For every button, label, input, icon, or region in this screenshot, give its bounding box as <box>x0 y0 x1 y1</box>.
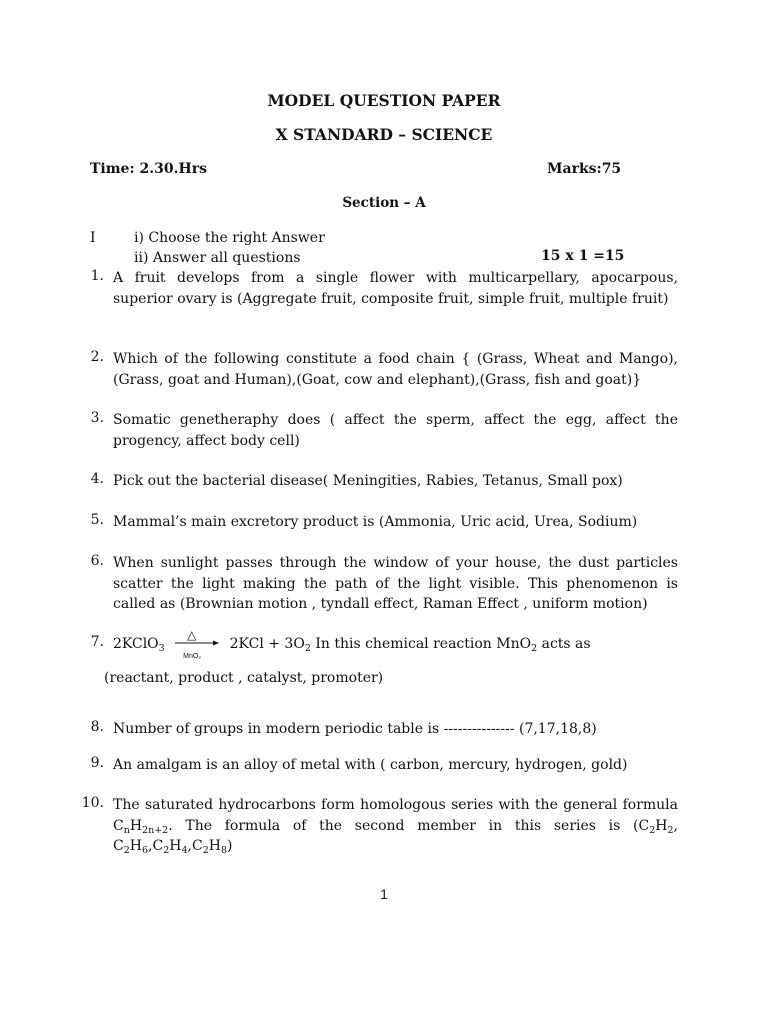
question-number: 3. <box>90 410 104 426</box>
instruction-line-2: ii) Answer all questions <box>134 250 301 266</box>
paper-title: MODEL QUESTION PAPER <box>267 91 501 110</box>
time-label: Time: 2.30.Hrs <box>90 161 207 177</box>
question-text: Number of groups in modern periodic table is --------------- (7,17,18,8) <box>113 721 597 737</box>
products-subscript: 2 <box>304 643 311 654</box>
question-number: 4. <box>90 471 104 487</box>
question-text: Somatic genetheraphy does ( affect the sperm, affect the egg, affect the progency, affect body cell) <box>113 412 678 449</box>
scoring-scheme: 15 x 1 =15 <box>541 248 625 264</box>
question-options: (reactant, product , catalyst, promoter) <box>104 670 384 686</box>
question-number: 2. <box>90 349 104 365</box>
paper-subtitle: X STANDARD – SCIENCE <box>275 125 493 144</box>
reactant-subscript: 3 <box>158 643 165 654</box>
question-text: Mammal’s main excretory product is (Ammonia, Uric acid, Urea, Sodium) <box>113 514 638 530</box>
reactant: 2KClO <box>113 636 159 652</box>
instruction-line-1: i) Choose the right Answer <box>134 230 325 246</box>
question-number: 8. <box>90 719 104 735</box>
instruction-roman-numeral: I <box>90 230 96 246</box>
question-number: 5. <box>90 512 104 528</box>
question-text: The saturated hydrocarbons form homologous series with the general formula $C_nH_{2n+2}$. The formula of the second member in this series is ($C_2H_2$, $C_2H_6,C_2H_4,C_2H_8$) <box>113 797 678 856</box>
reaction-arrow-icon <box>173 628 221 660</box>
chemical-equation-question <box>113 628 591 660</box>
question-number: 1. <box>90 268 104 284</box>
marks-label: Marks:75 <box>547 161 622 177</box>
question-tail: In this chemical reaction MnO <box>315 636 532 652</box>
question-tail-end: acts as <box>541 636 591 652</box>
tail-subscript: 2 <box>531 643 538 654</box>
question-text: A fruit develops from a single flower with multicarpellary, apocarpous, superior ovary is (Aggregate fruit, composite fruit, simple fruit, multiple fruit) <box>113 270 678 307</box>
section-heading: Section – A <box>342 195 426 211</box>
question-text: When sunlight passes through the window of your house, the dust particles scatter the light making the path of the light visible. This phenomenon is called as (Brownian motion , tyndall effect, Raman Effect , uniform motion) <box>113 555 678 612</box>
page-number: 1 <box>380 886 388 902</box>
question-number: 7. <box>90 634 104 650</box>
question-text: Pick out the bacterial disease( Meningities, Rabies, Tetanus, Small pox) <box>113 473 623 489</box>
question-number: 6. <box>90 553 104 569</box>
question-text: Which of the following constitute a food chain { (Grass, Wheat and Mango), (Grass, goat and Human),(Goat, cow and elephant),(Grass, fish and goat)} <box>113 351 678 388</box>
question-number: 9. <box>90 755 104 771</box>
products: 2KCl + 3O <box>229 636 305 652</box>
catalyst-label: MnO₂ <box>183 653 202 660</box>
question-text: An amalgam is an alloy of metal with ( carbon, mercury, hydrogen, gold) <box>113 757 628 773</box>
heat-symbol: △ <box>187 628 197 642</box>
question-number: 10. <box>81 795 104 811</box>
